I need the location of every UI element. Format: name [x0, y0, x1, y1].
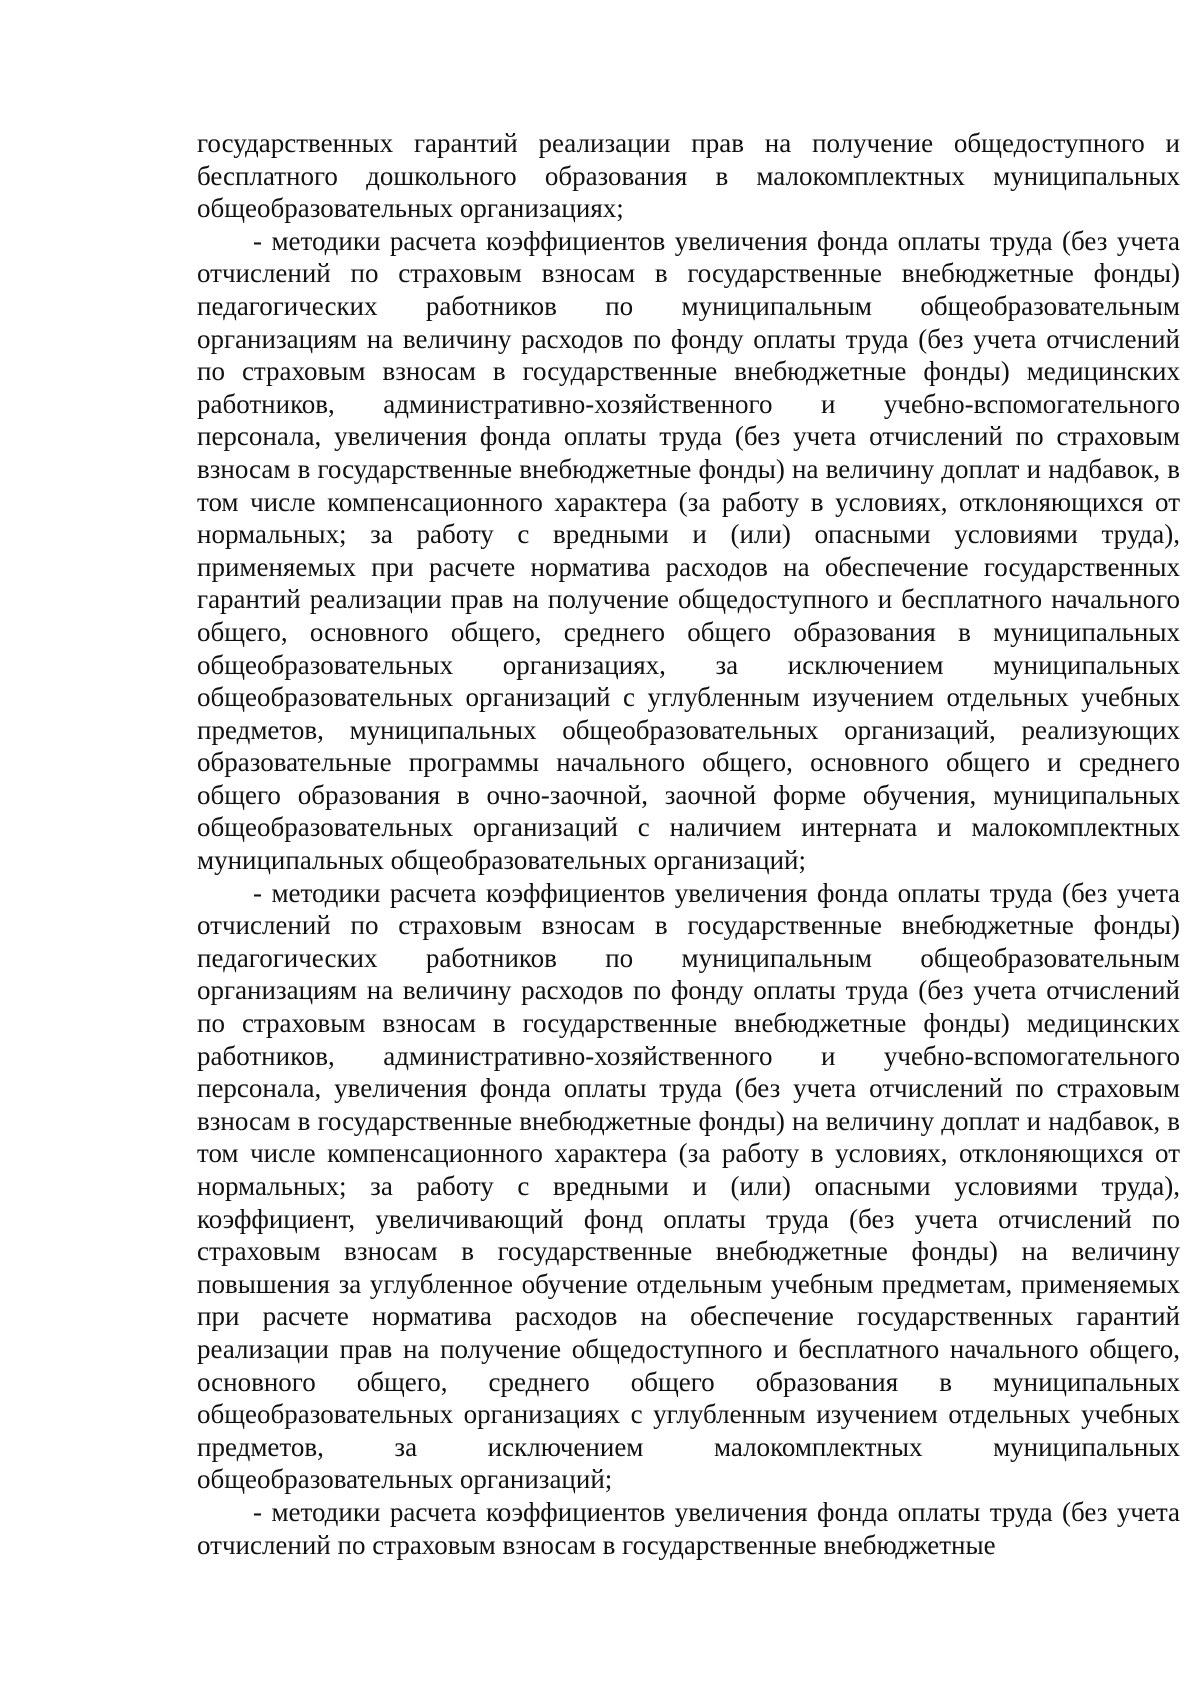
document-page [197, 127, 1180, 1561]
paragraph-methodology-general: - методики расчета коэффициентов увеличения фонда оплаты труда (без учета отчислений по страховым взносам в государственные внебюджетные фонды) педагогических работников по муниципальным общеобразовательным организациям на величину расходов по фонду оплаты труда (без учета отчислений по страховым взносам в государственные внебюджетные фонды) медицинских работников, административно-хозяйственного и учебно-вспомогательного персонала, увеличения фонда оплаты труда (без учета отчислений по страховым взносам в государственные внебюджетные фонды) на величину доплат и надбавок, в том числе компенсационного характера (за работу в условиях, отклоняющихся от нормальных; за работу с вредными и (или) опасными условиями труда), применяемых при расчете норматива расходов на обеспечение государственных гарантий реализации прав на получение общедоступного и бесплатного начального общего, основного общего, среднего общего образования в муниципальных общеобразовательных организациях, за исключением муниципальных общеобразовательных организаций с углубленным изучением отдельных учебных предметов, муниципальных общеобразовательных организаций, реализующих образовательные программы начального общего, основного общего и среднего общего образования в очно-заочной, заочной форме обучения, муниципальных общеобразовательных организаций с наличием интерната и малокомплектных муниципальных общеобразовательных организаций; [197, 225, 1180, 876]
paragraph-continuation: государственных гарантий реализации прав на получение общедоступного и бесплатного дошкольного образования в малокомплектных муниципальных общеобразовательных организациях; [197, 128, 1180, 224]
paragraph-methodology-in-depth: - методики расчета коэффициентов увеличения фонда оплаты труда (без учета отчислений по страховым взносам в государственные внебюджетные фонды) педагогических работников по муниципальным общеобразовательным организациям на величину расходов по фонду оплаты труда (без учета отчислений по страховым взносам в государственные внебюджетные фонды) медицинских работников, административно-хозяйственного и учебно-вспомогательного персонала, увеличения фонда оплаты труда (без учета отчислений по страховым взносам в государственные внебюджетные фонды) на величину доплат и надбавок, в том числе компенсационного характера (за работу в условиях, отклоняющихся от нормальных; за работу с вредными и (или) опасными условиями труда), коэффициент, увеличивающий фонд оплаты труда (без учета отчислений по страховым взносам в государственные внебюджетные фонды) на величину повышения за углубленное обучение отдельным учебным предметам, применяемых при расчете норматива расходов на обеспечение государственных гарантий реализации прав на получение общедоступного и бесплатного начального общего, основного общего, среднего общего образования в муниципальных общеобразовательных организациях с углубленным изучением отдельных учебных предметов, за исключением малокомплектных муниципальных общеобразовательных организаций; [197, 877, 1180, 1495]
paragraph-methodology-next: - методики расчета коэффициентов увеличения фонда оплаты труда (без учета отчислений по страховым взносам в государственные внебюджетные [197, 1496, 1180, 1560]
